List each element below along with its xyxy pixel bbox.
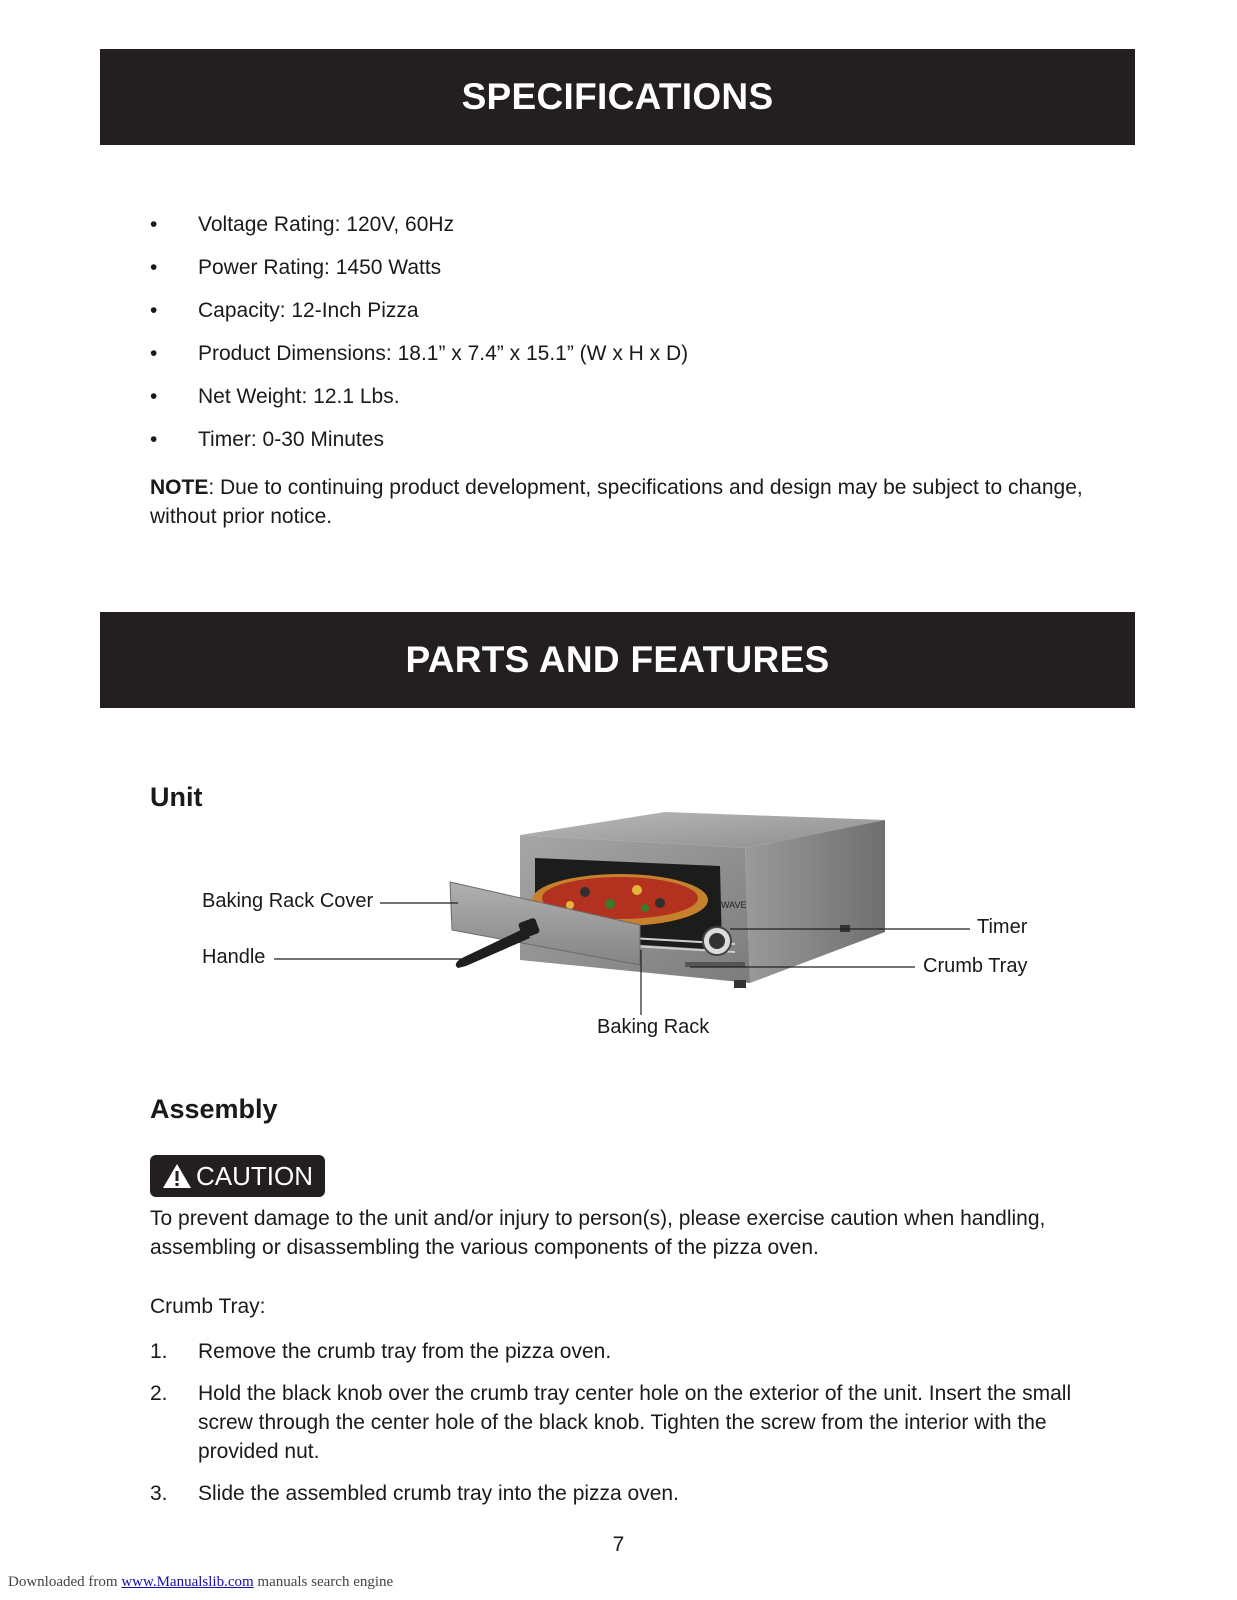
unit-heading: Unit xyxy=(150,782,203,812)
spec-item xyxy=(150,297,1090,340)
bullet: • xyxy=(150,385,158,408)
step-number: 2. xyxy=(150,1382,168,1405)
parts-features-title: PARTS AND FEATURES xyxy=(405,639,830,680)
step-text: Slide the assembled crumb tray into the pizza oven. xyxy=(198,1482,679,1505)
step-number: 3. xyxy=(150,1482,168,1505)
specifications-list xyxy=(150,211,1090,469)
spec-text: Capacity: 12-Inch Pizza xyxy=(198,299,419,322)
oven-side xyxy=(745,820,885,983)
label-timer: Timer xyxy=(977,916,1028,938)
list-item xyxy=(150,1479,1100,1508)
parts-features-banner xyxy=(100,612,1135,708)
spec-item xyxy=(150,254,1090,297)
spec-item xyxy=(150,211,1090,254)
crumb-tray-slot xyxy=(685,962,745,967)
spec-text: Product Dimensions: 18.1” x 7.4” x 15.1” (W x H x D) xyxy=(198,342,689,365)
brand-mark: eWAVE xyxy=(716,900,747,910)
step-number: 1. xyxy=(150,1340,168,1363)
specifications-title: SPECIFICATIONS xyxy=(461,76,774,117)
label-baking-rack-cover: Baking Rack Cover xyxy=(202,890,374,912)
spec-text: Net Weight: 12.1 Lbs. xyxy=(198,385,400,408)
step-text: Hold the black knob over the crumb tray center hole on the exterior of the unit. Insert the small screw through the center hole of the black knob. Tighten the screw from the interior with the provided nut. xyxy=(198,1382,1072,1463)
assembly-heading: Assembly xyxy=(150,1094,278,1124)
bullet: • xyxy=(150,256,158,279)
page-number: 7 xyxy=(612,1533,625,1556)
bullet: • xyxy=(150,213,158,236)
crumb-tray-heading: Crumb Tray: xyxy=(150,1295,266,1318)
note-text: : Due to continuing product development, specifications and design may be subject to change, without prior notice. xyxy=(150,476,1083,528)
download-footer xyxy=(8,1574,393,1591)
caution-label: CAUTION xyxy=(196,1160,313,1191)
bullet: • xyxy=(150,428,158,451)
specifications-banner xyxy=(100,49,1135,145)
warning-triangle-icon xyxy=(162,1162,192,1190)
label-baking-rack: Baking Rack xyxy=(597,1016,710,1038)
pizza-oven-diagram xyxy=(190,800,1090,1070)
spec-text: Timer: 0-30 Minutes xyxy=(198,428,384,451)
bullet: • xyxy=(150,299,158,322)
step-text: Remove the crumb tray from the pizza oven. xyxy=(198,1340,612,1363)
assembly-steps xyxy=(150,1337,1100,1521)
spec-text: Voltage Rating: 120V, 60Hz xyxy=(198,213,455,236)
caution-text: To prevent damage to the unit and/or injury to person(s), please exercise caution when handling, assembling or disassembling the various components of the pizza oven. xyxy=(150,1207,1046,1259)
list-item xyxy=(150,1337,1100,1366)
caution-badge xyxy=(150,1155,325,1197)
spec-text: Power Rating: 1450 Watts xyxy=(198,256,442,279)
spec-item xyxy=(150,340,1090,383)
list-item xyxy=(150,1379,1100,1466)
manualslib-link[interactable]: www.Manualslib.com xyxy=(121,1574,254,1590)
note-label: NOTE xyxy=(150,476,209,499)
spec-item xyxy=(150,383,1090,426)
label-handle: Handle xyxy=(202,946,266,968)
footer-suffix: manuals search engine xyxy=(253,1574,394,1590)
footer-prefix: Downloaded from xyxy=(8,1574,122,1590)
spec-item xyxy=(150,426,1090,469)
bullet: • xyxy=(150,342,158,365)
specifications-note xyxy=(150,473,1100,531)
label-crumb-tray: Crumb Tray xyxy=(923,955,1028,977)
